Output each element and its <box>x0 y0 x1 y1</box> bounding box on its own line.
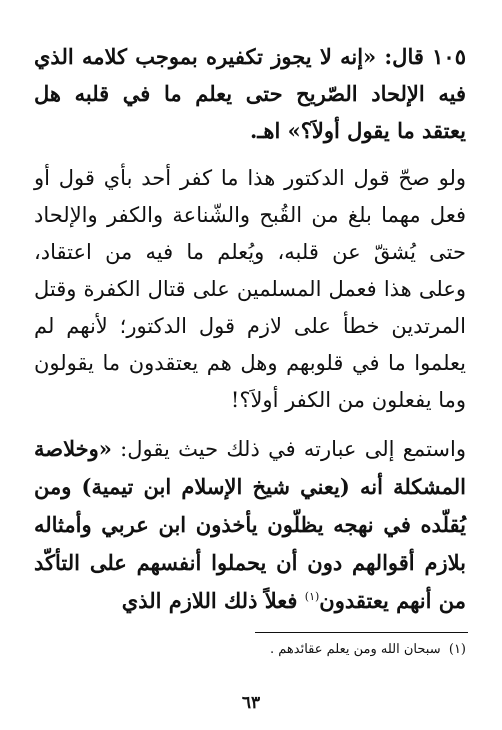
paragraph-quote-105-text: ١٠٥ قال: «إنه لا يجوز تكفيره بموجب كلامه الذي فيه الإلحاد الصّريح حتى يعلم ما في قلبه هل يعتقد ما يقول أولاَ؟» اهـ. <box>34 44 466 143</box>
paragraph-quote-intro <box>34 430 466 620</box>
quote-text-part-a: «وخلاصة المشكلة أنه (يعني شيخ الإسلام ابن تيمية) ومن يُقلّده في نهجه يظلّون يأخذون ابن عربي وأمثاله بلازم أقوالهم دون أن يحملوا أنفسهم على التأكّد من أنهم يعتقدون <box>34 436 466 613</box>
footnote-text: سبحان الله ومن يعلم عقائدهم . <box>270 642 441 657</box>
quote-intro-text: واستمع إلى عبارته في ذلك حيث يقول: <box>120 437 466 461</box>
paragraph-commentary-text: ولو صحّ قول الدكتور هذا ما كفر أحد بأي قول أو فعل مهما بلغ من القُبح والشّناعة والكفر والإلحاد حتى يُشقّ عن قلبه، ويُعلم ما فيه من اعتقاد، وعلى هذا فعمل المسلمين على قتال الكفرة وقتل المرتدين خطأ على لازم قول الدكتور؛ لأنهم لم يعلموا ما في قلوبهم وهل هم يعتقدون ما يقولون وما يفعلون من الكفر أولاَ؟! <box>34 166 466 412</box>
paragraph-commentary <box>34 160 466 419</box>
footnote-divider <box>255 632 468 633</box>
paragraph-quote-105 <box>34 38 466 149</box>
footnote-marker: (١) <box>448 642 466 657</box>
page-number: ٦٣ <box>241 693 261 713</box>
footnote <box>30 639 466 661</box>
footnote-reference[interactable]: (١) <box>304 590 320 603</box>
quote-text-part-b: فعلاً ذلك اللازم الذي <box>121 588 305 613</box>
